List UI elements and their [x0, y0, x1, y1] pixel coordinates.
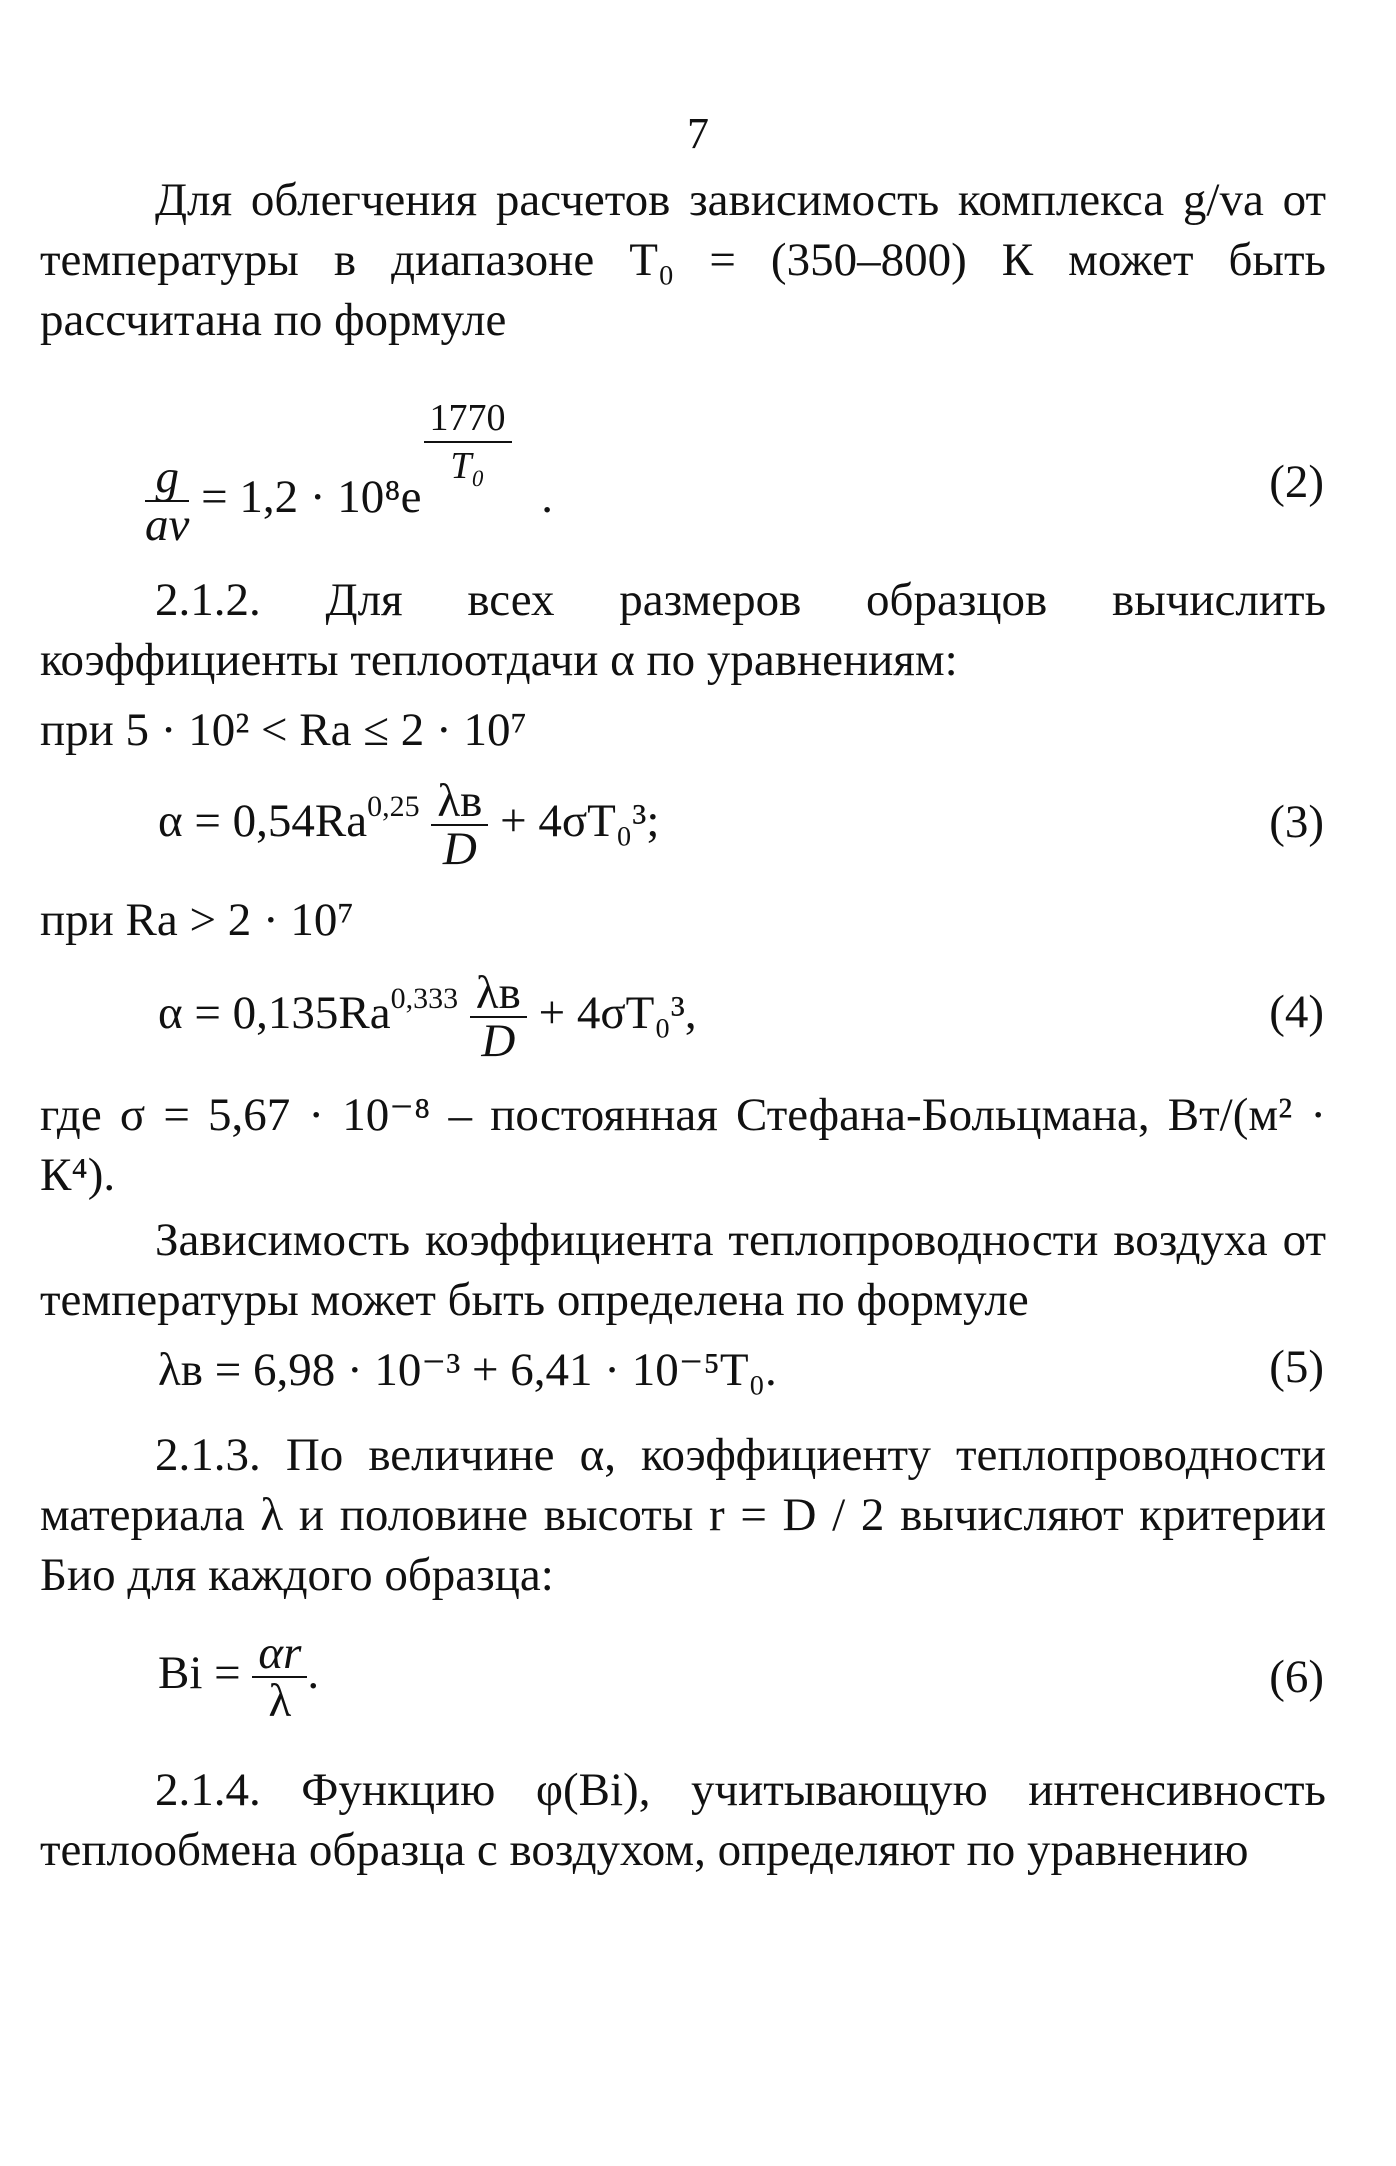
eq2-exp-den: T₀	[450, 445, 485, 487]
eq4-lhs: α = 0,135Ra	[158, 986, 391, 1039]
eq2-rhs: = 1,2 · 10⁸e	[201, 471, 422, 523]
paragraph-2-1-4: 2.1.4. Функцию φ(Bi), учитывающую интенсивность теплообмена образца с воздухом, определяют по уравнению	[40, 1764, 1326, 1876]
eq4-frac-den: D	[481, 1015, 516, 1067]
paragraph-stefan-boltzmann: где σ = 5,67 · 10⁻⁸ – постоянная Стефана-Больцмана, Вт/(м² · К⁴).	[40, 1089, 1326, 1201]
eq2-exp-num: 1770	[424, 395, 512, 443]
condition-eq3: при 5 · 10² < Ra ≤ 2 · 10⁷	[40, 704, 527, 756]
eq6-fraction	[252, 1627, 307, 1727]
equation-3-number: (3)	[1269, 796, 1324, 848]
page-number: 7	[687, 109, 709, 158]
equation-4	[158, 967, 697, 1067]
equation-3	[158, 775, 660, 875]
eq4-fraction	[470, 967, 527, 1067]
equation-2	[145, 395, 554, 552]
eq2-exponent	[424, 395, 512, 489]
eq2-lhs-fraction	[145, 451, 190, 552]
eq3-fraction	[431, 775, 488, 875]
condition-eq4: при Ra > 2 · 10⁷	[40, 894, 354, 946]
paragraph-intro: Для облегчения расчетов зависимость комплекса g/va от температуры в диапазоне T₀ = (350–800) К может быть рассчитана по формуле	[40, 174, 1326, 346]
eq4-tail: + 4σT₀³,	[538, 986, 697, 1039]
eq3-tail: + 4σT₀³;	[500, 794, 660, 847]
paragraph-2-1-2: 2.1.2. Для всех размеров образцов вычислить коэффициенты теплоотдачи α по уравнениям:	[40, 574, 1326, 686]
paragraph-2-1-3: 2.1.3. По величине α, коэффициенту теплопроводности материала λ и половине высоты r = D / 2 вычисляют критерии Био для каждого образца:	[40, 1429, 1326, 1601]
equation-4-number: (4)	[1269, 986, 1324, 1038]
eq3-frac-den: D	[442, 823, 477, 875]
equation-6-number: (6)	[1269, 1651, 1324, 1703]
eq3-exponent: 0,25	[367, 789, 420, 823]
equation-5-number: (5)	[1269, 1341, 1324, 1393]
eq6-frac-den: λ	[268, 1675, 292, 1727]
eq2-lhs-den: av	[145, 499, 190, 552]
eq4-exponent: 0,333	[390, 981, 459, 1015]
eq4-frac-num: λв	[470, 970, 527, 1018]
eq6-lhs: Bi =	[158, 1646, 241, 1699]
equation-6	[158, 1627, 320, 1727]
eq3-frac-num: λв	[431, 778, 488, 826]
eq6-frac-num: αr	[252, 1630, 307, 1678]
eq2-tail: .	[541, 471, 554, 523]
equation-5: λв = 6,98 · 10⁻³ + 6,41 · 10⁻⁵T₀.	[158, 1344, 777, 1396]
paragraph-thermal-conductivity: Зависимость коэффициента теплопроводности воздуха от температуры может быть определена по формуле	[40, 1214, 1326, 1326]
eq6-tail: .	[307, 1646, 320, 1699]
equation-2-number: (2)	[1269, 456, 1324, 508]
eq3-lhs: α = 0,54Ra	[158, 794, 368, 847]
eq2-lhs-num: g	[145, 454, 189, 502]
